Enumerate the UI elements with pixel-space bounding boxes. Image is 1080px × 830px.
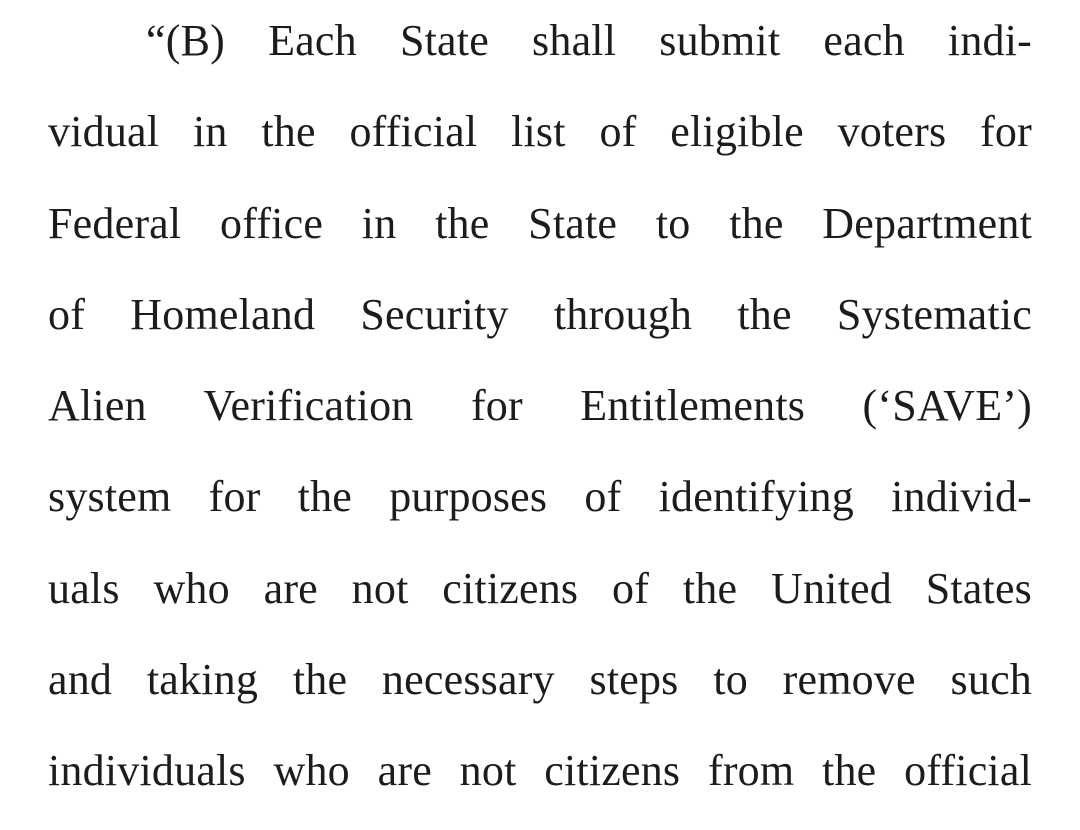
text-line-2: vidual in the official list of eligible voters for [48,107,1032,157]
text-line-6: system for the purposes of identifying individ- [48,472,1032,522]
statute-paragraph [48,8,1032,830]
text-line-1: “(B) Each State shall submit each indi- [146,16,1032,65]
text-line-7: uals who are not citizens of the United States [48,563,1032,613]
text-line-3: Federal office in the State to the Department [48,198,1032,248]
text-line-4: of Homeland Security through the Systematic [48,289,1032,339]
text-line-5: Alien Verification for Entitlements (‘SAVE’) [48,381,1032,431]
text-line-9: individuals who are not citizens from the official [48,746,1032,796]
text-line-8: and taking the necessary steps to remove such [48,655,1032,705]
